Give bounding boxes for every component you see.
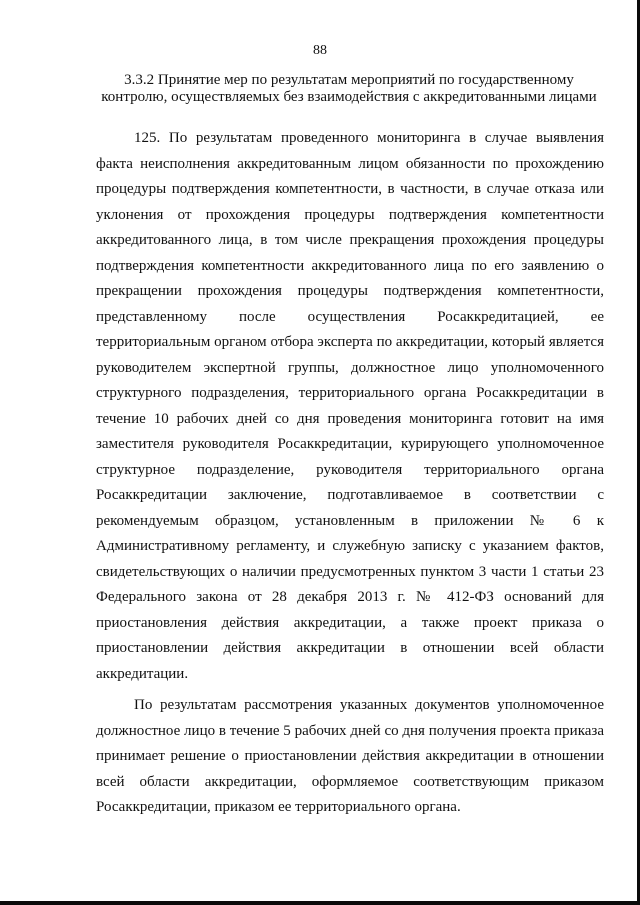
page-number: 88: [313, 43, 327, 58]
paragraph-decision: По результатам рассмотрения указанных документов уполномоченное должностное лицо в течение 5 рабочих дней со дня получения проекта приказа принимает решение о приостановлении действия аккредитации в отношении всей области аккредитации, оформляемое соответствующим приказом Росаккредитации, приказом ее территориального органа.: [96, 697, 604, 815]
document-body: [96, 126, 604, 821]
section-title: 3.3.2 Принятие мер по результатам мероприятий по государственному контролю, осуществляемых без взаимодействия с аккредитованными лицами: [101, 72, 597, 105]
scan-edge-bottom: [0, 901, 640, 905]
paragraph-125: 125. По результатам проведенного мониторинга в случае выявления факта неисполнения аккредитованным лицом обязанности по прохождению процедуры подтверждения компетентности, в частности, в случае отказа или уклонения от прохождения процедуры подтверждения компетентности аккредитованного лица, в том числе прекращения прохождения процедуры подтверждения компетентности аккредитованного лица по его заявлению о прекращении прохождения процедуры подтверждения компетентности, представленному после осуществления Росаккредитацией, ее территориальным органом отбора эксперта по аккредитации, который является руководителем экспертной группы, должностное лицо уполномоченного структурного подразделения, территориального органа Росаккредитации в течение 10 рабочих дней со дня проведения мониторинга готовит на имя заместителя руководителя Росаккредитации, курирующего уполномоченное структурное подразделение, руководителя территориального органа Росаккредитации заключение, подготавливаемое в соответствии с рекомендуемым образцом, установленным в приложении № 6 к Административному регламенту, и служебную записку с указанием фактов, свидетельствующих о наличии предусмотренных пунктом 3 части 1 статьи 23 Федерального закона от 28 декабря 2013 г. № 412-ФЗ оснований для приостановления действия аккредитации, а также проект приказа о приостановлении действия аккредитации в отношении всей области аккредитации.: [96, 130, 604, 682]
